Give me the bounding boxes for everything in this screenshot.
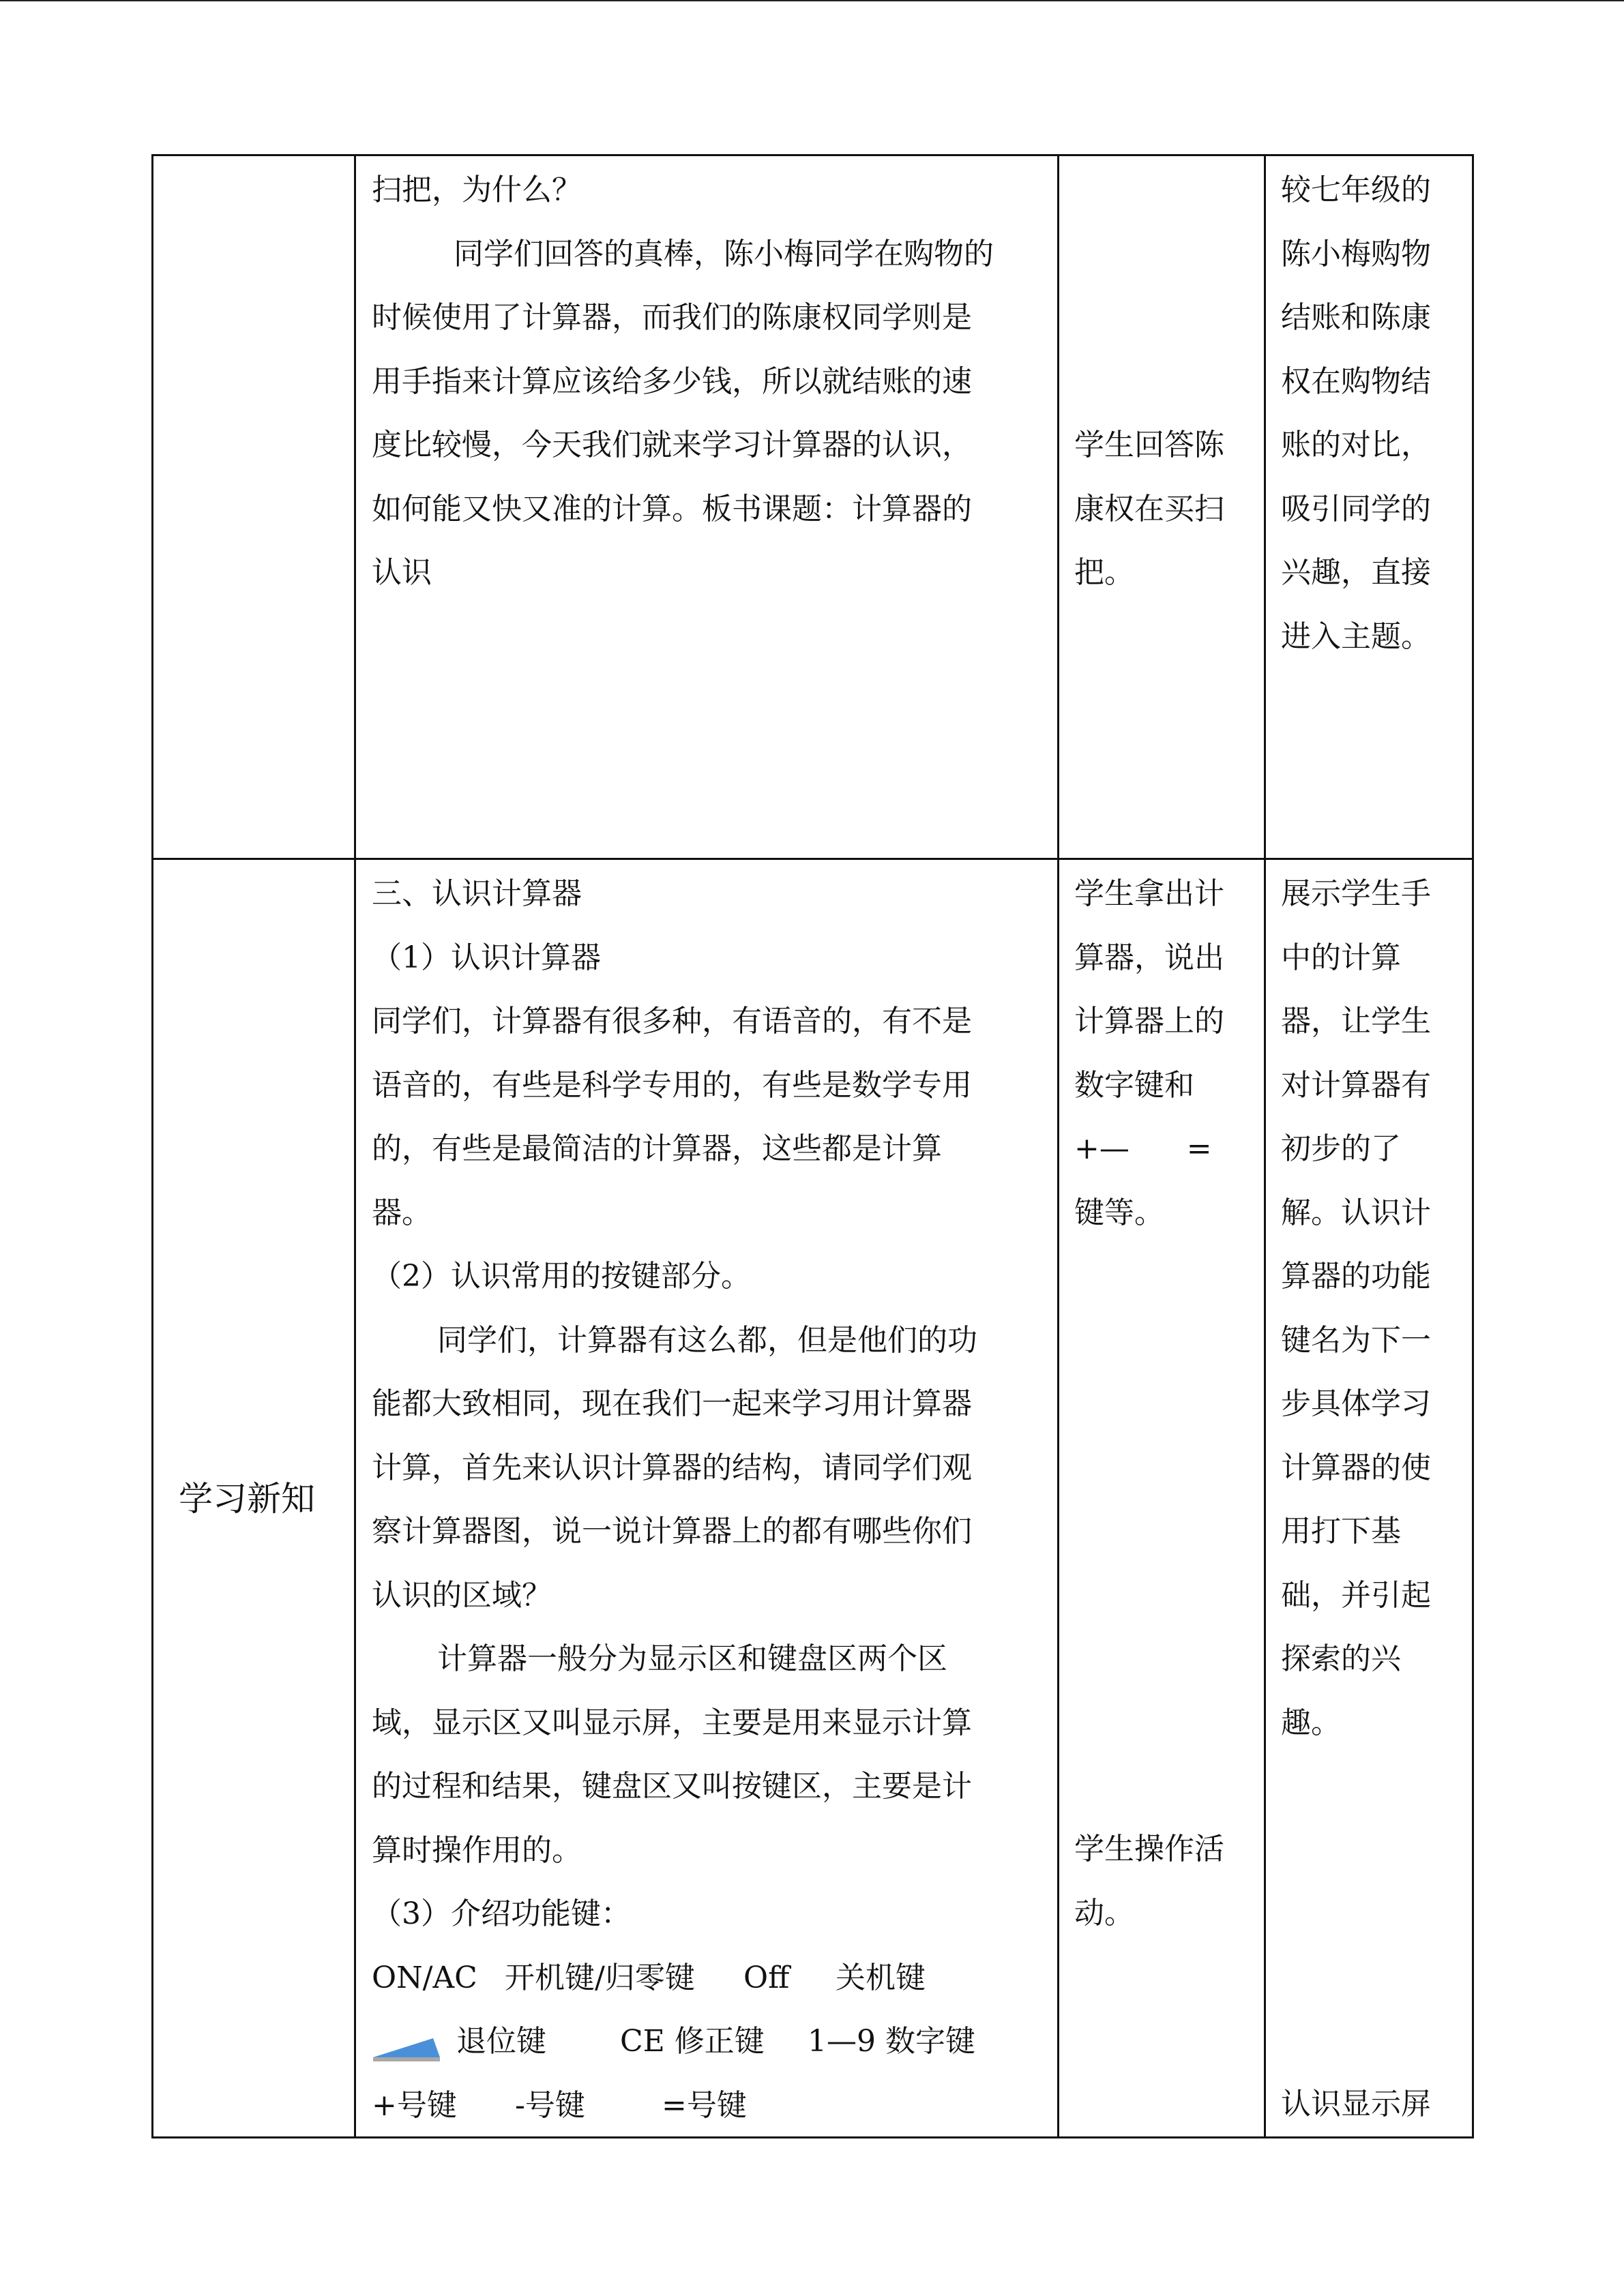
content-line: （2）认识常用的按键部分。 — [372, 1259, 751, 1294]
student-line: 动。 — [1074, 1895, 1134, 1930]
design-line: 初步的了 — [1281, 1131, 1401, 1166]
content-line: 度比较慢，今天我们就来学习计算器的认识， — [372, 428, 972, 462]
content-line: 察计算器图，说一说计算器上的都有哪些你们 — [372, 1514, 972, 1549]
content-line: 计算，首先来认识计算器的结构，请同学们观 — [372, 1450, 972, 1485]
content-line: 算时操作用的。 — [372, 1832, 582, 1868]
content-line: （3）介绍功能键： — [372, 1896, 631, 1931]
key-desc: 1—9 数字键 — [808, 2024, 975, 2059]
key-desc: +号键 — [372, 2087, 457, 2123]
key-desc: -号键 — [515, 2087, 585, 2123]
design-line: 较七年级的 — [1281, 173, 1431, 207]
content-line: 计算器一般分为显示区和键盘区两个区 — [437, 1641, 947, 1676]
content-line: 认识 — [372, 555, 432, 590]
row1-design-intent — [1281, 158, 1431, 668]
table-top-border — [151, 154, 1474, 156]
page-top-line — [0, 0, 1624, 1]
content-line: 同学们回答的真棒，陈小梅同学在购物的 — [454, 236, 994, 271]
content-line: 时候使用了计算器，而我们的陈康权同学则是 — [372, 300, 972, 335]
design-line: 认识显示屏 — [1281, 2087, 1431, 2121]
design-line: 结账和陈康 — [1281, 300, 1431, 335]
table-left-border — [151, 154, 153, 2138]
column-divider-1 — [354, 154, 356, 2138]
key-desc: CE 修正键 — [620, 2024, 765, 2059]
content-line: 语音的，有些是科学专用的，有些是数学专用 — [372, 1067, 972, 1103]
student-line: 学生回答陈 — [1074, 428, 1224, 462]
design-line: 键名为下一 — [1281, 1322, 1431, 1358]
row-divider — [151, 858, 1474, 860]
design-line: 趣。 — [1281, 1705, 1341, 1740]
student-line: +— = — [1074, 1131, 1212, 1166]
design-line: 陈小梅购物 — [1281, 236, 1431, 271]
row1-student-activity — [1074, 413, 1224, 605]
student-line: 计算器上的 — [1074, 1004, 1224, 1039]
student-line: 学生拿出计 — [1074, 876, 1224, 911]
row1-content — [372, 158, 994, 605]
design-line: 器，让学生 — [1281, 1004, 1431, 1039]
design-line: 步具体学习 — [1281, 1386, 1431, 1421]
student-line: 把。 — [1074, 555, 1134, 590]
keys-line-3 — [372, 2074, 977, 2138]
student-line: 学生操作活 — [1074, 1832, 1224, 1866]
content-line: 扫把，为什么？ — [372, 173, 582, 207]
keys-line-1 — [372, 1946, 977, 2010]
design-line: 探索的兴 — [1281, 1641, 1401, 1676]
content-line: 域，显示区又叫显示屏，主要是用来显示计算 — [372, 1705, 972, 1740]
row2-design-intent — [1281, 862, 1431, 1755]
column-divider-2 — [1057, 154, 1059, 2138]
blue-triangle-icon — [372, 2023, 447, 2064]
key-desc: =号键 — [662, 2087, 747, 2123]
content-line: 用手指来计算应该给多少钱，所以就结账的速 — [372, 363, 972, 399]
student-line: 康权在买扫 — [1074, 491, 1224, 526]
key-name: Off — [743, 1960, 790, 1995]
key-desc: 开机键/归零键 — [505, 1960, 695, 1995]
student-line: 键等。 — [1074, 1195, 1164, 1230]
design-line: 账的对比， — [1281, 428, 1431, 462]
content-line: 器。 — [372, 1195, 432, 1230]
content-line: 认识的区域？ — [372, 1577, 552, 1613]
key-desc: 关机键 — [836, 1960, 926, 1995]
row2-content — [372, 862, 977, 2137]
design-line: 用打下基 — [1281, 1514, 1401, 1549]
content-line: 同学们，计算器有这么都，但是他们的功 — [437, 1322, 977, 1358]
design-line: 础，并引起 — [1281, 1577, 1431, 1613]
design-line: 吸引同学的 — [1281, 491, 1431, 526]
row2-student-activity — [1074, 862, 1224, 1244]
row2-design-intent-2 — [1281, 2072, 1431, 2136]
design-line: 展示学生手 — [1281, 876, 1431, 911]
student-line: 数字键和 — [1074, 1067, 1194, 1103]
content-line: 三、认识计算器 — [372, 876, 582, 911]
content-line: 能都大致相同，现在我们一起来学习用计算器 — [372, 1386, 972, 1421]
content-line: 的，有些是最简洁的计算器，这些都是计算 — [372, 1131, 942, 1166]
key-name: ON/AC — [372, 1960, 477, 1995]
design-line: 算器的功能 — [1281, 1259, 1431, 1294]
design-line: 计算器的使 — [1281, 1450, 1431, 1485]
design-line: 中的计算 — [1281, 940, 1401, 975]
design-line: 对计算器有 — [1281, 1067, 1431, 1103]
design-line: 权在购物结 — [1281, 363, 1431, 399]
content-line: 同学们，计算器有很多种，有语音的，有不是 — [372, 1004, 972, 1039]
table-right-border — [1472, 154, 1474, 2138]
section-label: 学习新知 — [179, 1479, 315, 1519]
design-line: 解。认识计 — [1281, 1195, 1431, 1230]
design-line: 进入主题。 — [1281, 618, 1431, 654]
content-line: （1）认识计算器 — [372, 940, 601, 975]
design-line: 兴趣，直接 — [1281, 555, 1431, 590]
student-line: 算器，说出 — [1074, 940, 1224, 975]
content-line: 的过程和结果，键盘区又叫按键区，主要是计 — [372, 1769, 972, 1804]
row2-student-activity-2 — [1074, 1817, 1224, 1945]
keys-line-2 — [372, 2010, 977, 2074]
column-divider-3 — [1264, 154, 1266, 2138]
key-desc: 退位键 — [456, 2024, 546, 2059]
content-line: 如何能又快又准的计算。板书课题：计算器的 — [372, 491, 972, 526]
